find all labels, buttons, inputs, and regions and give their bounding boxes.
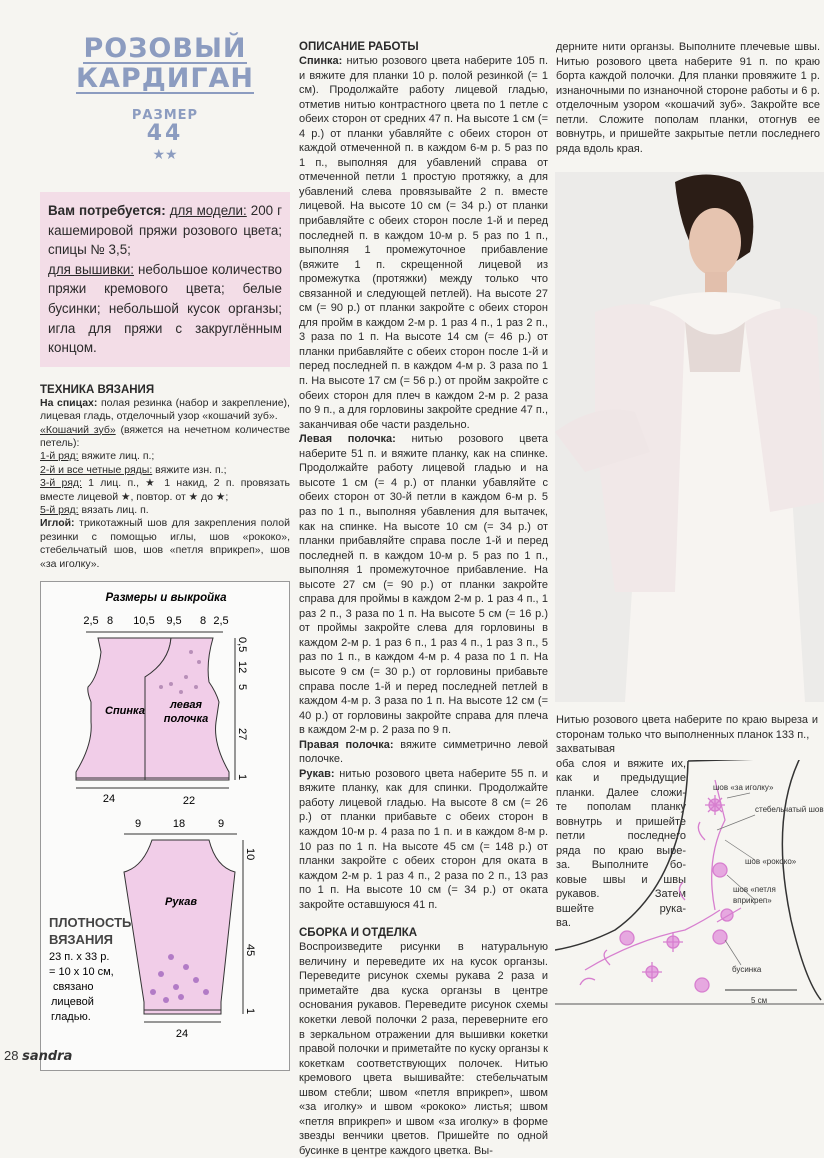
dim: 9,5 — [166, 615, 182, 628]
page-title: РОЗОВЫЙ КАРДИГАН — [75, 33, 255, 94]
left-column — [40, 192, 290, 1071]
dim: 2,5 — [213, 615, 229, 628]
chart-label: стебельчатый шов — [755, 805, 824, 814]
dim: 8 — [199, 615, 207, 628]
scale-label: 5 см — [751, 996, 768, 1005]
embroidery-flowers — [580, 780, 741, 992]
difficulty-stars: ★★ — [152, 146, 178, 162]
front-label: левая — [170, 699, 202, 712]
size-label: РАЗМЕР — [131, 108, 199, 123]
svg-text:ПЛОТНОСТЬ: ПЛОТНОСТЬ — [49, 915, 132, 931]
model-photo — [555, 172, 824, 702]
neckband-line: оба слоя и вяжите их, — [556, 757, 686, 770]
dim: 1 — [236, 774, 248, 781]
neckband-line: петли последнего — [556, 830, 686, 842]
pattern-title: Размеры и выкройка — [105, 592, 227, 605]
dim: 5 — [236, 684, 248, 691]
page-footer: 28 sandra — [4, 1048, 73, 1064]
size-value: 44 — [146, 121, 184, 146]
dim: 45 — [244, 944, 256, 957]
neckband-line: вовнутрь и пришейте — [556, 815, 686, 828]
neckband-line: ряда по краю выре- — [556, 844, 686, 857]
description-column: ОПИСАНИЕ РАБОТЫ Спинка: нитью розового цвета наберите 105 п. и вяжите для планки 10 р. полой резинкой (= 1 см). Продолжайте работу лицевой гладью, отметив нитью контрастного цвета по 1 петле с обеих сторон от средних 47 п. На высоте 1 см (= 4 р.) от планки убавляйте с обеих сторон от каждой отмеченной п. в каждом 6-м р. 5 раз по 1 п., выполняя для убавлений справа от отмеченной петли 1 простую протяжку, а для убавлений слева провязывайте 2 п. вместе лицевой. На высоте 10 см (= 34 р.) от планки прибавляйте с обеих сторон после 1-й и перед последней п. в каждом 10-м р. 5 раз по 1 п., выполняя 1 промежуточное прибавление (вяжите 1 п. скрещенной лицевой из промежутка (протяжки) между только что связанной и следующей петлей). На высоте 27 см (= 90 р.) от планки закройте с обеих сторон для пройм в каждом 2-м р. 1 раз 4 п., 1 раз 2 п., 3 раза по 1 п. На высоте 14 см (= 46 р.) от планки прибавляйте с обеих сторон после 1-й и перед последней п. в каждом 4-м р. 3 раза по 1 п. На высоте 17 см (= 56 р.) от пройм закройте с обеих сторон для плеч в каждом 2-м р. 2 раза по 9 п., а для горловины закройте средние 47 п., заканчивая обе части раздельно. Левая полочка: нитью розового цвета наберите 51 п. и вяжите планку, как на спинке. Продолжайте работу лицевой гладью и на высоте 1 см (= 4 р.) от планки убавляйте с обеих сторон от 30-й петли в каждом 6-м р. 5 раз по 1 п., выполняя убавления для вытачек, как на спинке. На высоте 10 см (= 34 р.) от планки прибавляйте справа после 1-й и перед последней п. в каждом 10-м р. 5 раз по 1 п., выполняя 1 промежуточное прибавление. На высоте 27 см (= 90 р.) от планки закройте справа для проймы в каждом 2-м р. 1 раз 4 п., 1 раз 2 п., 3 раза по 1 п. На высоте 5 см (= 16 р.) от проймы закройте слева для горловины в каждом 2-м р. 1 раз 6 п., 1 раз 4 п., 1 раз 3 п., 5 раз по 1 п., в каждом 4-м р. 4 раза по 1 п. На высоте 9 см (= 30 р.) от горловины прибавьте справа после 1-й и перед последней петлей в каждом 4-м р. 3 раза по 1 п. На высоте 12 см (= 40 р.) от горловины закройте справа для плеча в каждом 2-м р. 2 раза по 9 п. Правая полочка: вяжите симметрично левой полочке. Рукав: нитью розового цвета наберите 55 п. и вяжите планку, как для спинки. Продолжайте работу лицевой гладью. На высоте 8 см (= 26 р.) от планки прибавьте с обеих сторон в каждом 10-м р. 4 раза по 1 п. и в каждом 8-м р. 10 раз по 1 п. На высоте 45 см (= 148 р.) от планки закройте с обеих сторон для оката в каждом 2-м р. 1 раз 4 п., 2 раза по 2 п., 13 раз по 1 п. На высоте 10 см (= 34 р.) от оката закройте оставшуюся 41 п. СБОРКА И ОТДЕЛКА Воспроизведите рисунки в натуральную величину и переведите их на кусок органзы. Переведите рисунок схемы рукава 2 раза и приметайте два куска органзы в центре основания рукавов. Переведите рисунок схемы кокетки левой полочки 2 раза, переверните его в зеркальном отражении для вышивки кокетки правой полочки и приметайте по куску органзы к кокеткам соответствующих полочек. Нитью кремового цвета вышивайте: стебельчатым швом стебли; швом «петля вприкреп», швом «за иголку» и швом «рококо» листья; швом «петля вприкреп» и швом «за иголку» в форме звезды венчики цветов. Пришейте по одной бусинке в центре каждого цветка. Вы- — [299, 41, 548, 1157]
dim: 24 — [175, 1028, 189, 1041]
dim: 27 — [236, 728, 248, 741]
svg-text:= 10 х 10 см,: = 10 х 10 см, — [49, 966, 114, 979]
neckband-instructions: Нитью розового цвета наберите по краю выреза и сторонам только что выполненных планок 133 п., захватывая оба слоя и вяжите их, как и предыдущие планки. Далее сложи- те пополам планку вовнутрь и пришейте петли последнего ряда по краю выре- за. Выполните бо- ковые швы и швы рукавов. Затем вшейте рука- ва. — [556, 714, 818, 929]
gauge — [49, 915, 131, 1023]
svg-text:лицевой: лицевой — [51, 996, 94, 1009]
sleeve-label: Рукав — [165, 896, 197, 909]
neckband-line: планки. Далее сложи- — [556, 786, 686, 799]
pattern-diagram — [40, 581, 290, 1071]
dim: 10,5 — [133, 615, 155, 628]
neckband-line: ва. — [556, 917, 571, 929]
chart-label: шов «петля — [733, 885, 776, 894]
svg-text:связано: связано — [53, 981, 94, 994]
dim: 24 — [102, 793, 116, 806]
chart-label: шов «за иголку» — [713, 783, 774, 792]
svg-text:гладью.: гладью. — [51, 1011, 91, 1024]
dim: 2,5 — [83, 615, 99, 628]
dim: 9 — [134, 818, 142, 831]
svg-text:ВЯЗАНИЯ: ВЯЗАНИЯ — [49, 932, 114, 948]
dim: 12 — [236, 661, 248, 674]
dim: 1 — [244, 1008, 256, 1015]
technique-section: ТЕХНИКА ВЯЗАНИЯ На спицах: полая резинка (набор и закрепление), лицевая гладь, отделочный узор «кошачий зуб». «Кошачий зуб» (вяжется на нечетном количестве петель): 1-й ряд: вяжите лиц. п.; 2-й и все четные ряды: вяжите изн. п.; 3-й ряд: 1 лиц. п., ★ 1 накид, 2 п. провязать вместе лицевой ★, повтор. от ★ до ★; 5-й ряд: вязать лиц. п. Иглой: трикотажный шов для закрепления полой резинки с помощью иглы, шов «рококо», стебельчатый шов, шов «петля вприкреп», шов «за иголку». — [40, 383, 290, 570]
embroidery-chart — [555, 760, 824, 1040]
materials-box: Вам потребуется: для модели: 200 г кашемировой пряжи розового цвета; спицы № 3,5; для вышивки: небольшое количество пряжи кремового цвета; белые бусинки; небольшой кусок органзы; игла для пряжи с закруглённым концом. — [40, 192, 290, 367]
dim: 8 — [106, 615, 114, 628]
dim: 22 — [182, 795, 196, 808]
neckband-line: рукавов. Затем — [556, 888, 686, 900]
back-label: Спинка — [105, 705, 145, 718]
neckband-line: те пополам планку — [556, 801, 686, 813]
neckband-line: за. Выполните бо- — [556, 859, 686, 871]
chart-label: шов «рококо» — [745, 857, 797, 866]
neckband-line: вшейте рука- — [556, 902, 686, 915]
dim: 0,5 — [236, 637, 248, 653]
svg-text:23 п. х 33 р.: 23 п. х 33 р. — [49, 951, 110, 964]
assembly-continued: дерните нити органзы. Выполните плечевые швы. Нитью розового цвета наберите 91 п. по краю борта каждой полочки. Для планки провяжите 1 р. изнаночными по изнаночной стороне работы и 6 р. отделочным узором «кошачий зуб». Закройте все петли. Сложите пополам планки, отогнув ее вовнутрь, и пришейте закрытые петли последнего ряда вдоль края. — [556, 41, 820, 155]
neckband-line: ковые швы и швы — [556, 873, 686, 886]
dim: 18 — [172, 818, 186, 831]
dim: 9 — [217, 818, 225, 831]
front-label: полочка — [163, 713, 209, 726]
chart-label: бусинка — [732, 965, 762, 974]
dim: 10 — [244, 848, 256, 861]
neckband-line: как и предыдущие — [556, 772, 686, 784]
neckband-line: захватывая — [556, 743, 615, 755]
chart-label: вприкреп» — [733, 896, 772, 905]
